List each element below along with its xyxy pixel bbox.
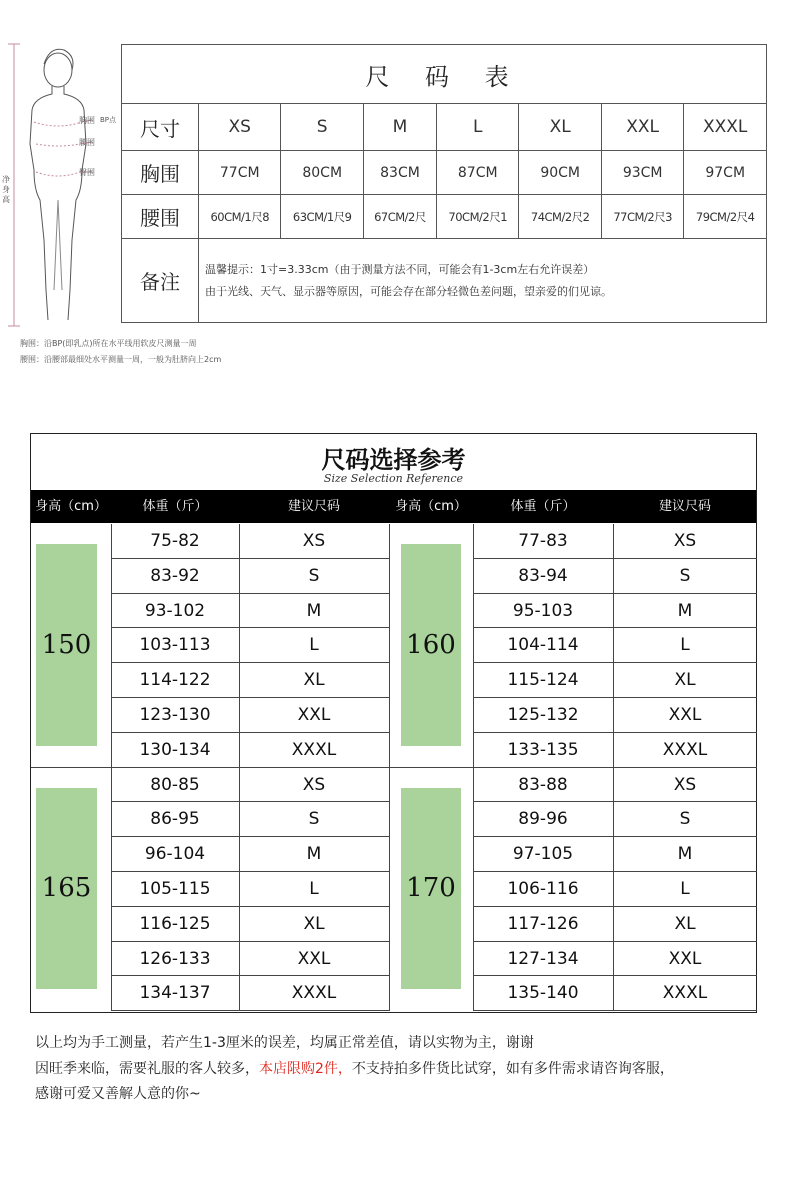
header-weight: 体重（斤） <box>142 499 208 514</box>
caption-waist: 腰围：沿腰部最细处水平测量一周，一般为肚脐向上2cm <box>20 355 222 364</box>
size-cell: M <box>239 837 389 872</box>
weight-cell: 103-113 <box>111 628 239 663</box>
weight-cell: 89-96 <box>473 802 613 837</box>
size-cell: XXL <box>601 104 683 151</box>
size-cell: S <box>239 802 389 837</box>
size-cell: L <box>239 872 389 907</box>
figure-label-hip: 臀围 <box>79 168 95 177</box>
weight-cell: 117-126 <box>473 907 613 942</box>
row-header-size: 尺寸 <box>122 104 199 151</box>
size-cell: S <box>613 559 757 594</box>
size-cell: XS <box>613 768 757 803</box>
header-size: 建议尺码 <box>658 499 711 514</box>
figure-label-waist: 腰围 <box>79 138 95 147</box>
size-cell: S <box>613 802 757 837</box>
waist-cell: 60CM/1尺8 <box>199 195 281 239</box>
size-cell: XS <box>239 768 389 803</box>
weight-cell: 77-83 <box>473 524 613 559</box>
weight-cell: 105-115 <box>111 872 239 907</box>
weight-cell: 96-104 <box>111 837 239 872</box>
selection-header-bar <box>31 490 756 523</box>
weight-cell: 134-137 <box>111 976 239 1011</box>
size-cell: M <box>363 104 436 151</box>
weight-cell: 95-103 <box>473 594 613 629</box>
bust-cell: 97CM <box>684 151 767 195</box>
height-block: 170 <box>401 788 461 990</box>
weight-cell: 97-105 <box>473 837 613 872</box>
height-block: 165 <box>36 788 97 990</box>
weight-cell: 130-134 <box>111 733 239 768</box>
bust-cell: 77CM <box>199 151 281 195</box>
row-header-waist: 腰围 <box>122 195 199 239</box>
grid-divider <box>473 524 474 1011</box>
note-line-1: 温馨提示：1寸=3.33cm（由于测量方法不同，可能会有1-3cm左右允许误差） <box>205 262 595 276</box>
size-cell: XL <box>613 907 757 942</box>
body-figure <box>0 40 122 330</box>
note-line-2: 由于光线、天气、显示器等原因，可能会存在部分轻微色差问题，望亲爱的们见谅。 <box>205 284 612 298</box>
size-cell: XXXL <box>239 733 389 768</box>
footer-line-1: 以上均为手工测量，若产生1-3厘米的误差，均属正常差值，请以实物为主，谢谢 <box>35 1035 534 1051</box>
size-cell: XXXL <box>613 976 757 1011</box>
size-cell: L <box>436 104 518 151</box>
header-height: 身高（cm） <box>35 499 107 514</box>
row-header-note: 备注 <box>122 239 199 323</box>
height-block: 160 <box>401 544 461 746</box>
size-cell: XS <box>613 524 757 559</box>
weight-cell: 135-140 <box>473 976 613 1011</box>
waist-cell: 79CM/2尺4 <box>684 195 767 239</box>
caption-bust: 胸围：沿BP(即乳点)所在水平线用软皮尺测量一周 <box>20 339 197 348</box>
waist-cell: 77CM/2尺3 <box>601 195 683 239</box>
size-chart-table <box>121 44 767 323</box>
size-cell: XXL <box>239 942 389 977</box>
size-cell: XXXL <box>613 733 757 768</box>
header-height: 身高（cm） <box>395 499 467 514</box>
bust-cell: 90CM <box>519 151 601 195</box>
footer-line-2b: 不支持拍多件货比试穿，如有多件需求请咨询客服， <box>351 1061 674 1077</box>
size-cell: S <box>239 559 389 594</box>
size-cell: XXL <box>239 698 389 733</box>
weight-cell: 123-130 <box>111 698 239 733</box>
size-cell: XS <box>199 104 281 151</box>
weight-cell: 116-125 <box>111 907 239 942</box>
weight-cell: 106-116 <box>473 872 613 907</box>
body-silhouette-icon <box>0 40 122 330</box>
bust-cell: 93CM <box>601 151 683 195</box>
size-cell: L <box>239 628 389 663</box>
weight-cell: 83-88 <box>473 768 613 803</box>
size-cell: M <box>613 594 757 629</box>
size-cell: XL <box>613 663 757 698</box>
weight-cell: 133-135 <box>473 733 613 768</box>
size-cell: L <box>613 872 757 907</box>
weight-cell: 83-94 <box>473 559 613 594</box>
size-cell: XL <box>519 104 601 151</box>
weight-cell: 75-82 <box>111 524 239 559</box>
grid-divider <box>239 524 240 1011</box>
grid-divider <box>389 524 390 1011</box>
weight-cell: 126-133 <box>111 942 239 977</box>
weight-cell: 115-124 <box>473 663 613 698</box>
bust-cell: 87CM <box>436 151 518 195</box>
weight-cell: 80-85 <box>111 768 239 803</box>
selection-subtitle: Size Selection Reference <box>323 472 464 485</box>
size-chart-title: 尺 码 表 <box>122 45 767 104</box>
size-selection-panel <box>30 433 757 1013</box>
size-cell: XS <box>239 524 389 559</box>
weight-cell: 104-114 <box>473 628 613 663</box>
waist-cell: 74CM/2尺2 <box>519 195 601 239</box>
figure-label-height: 净身高 <box>2 175 10 204</box>
footer-limit-notice: 本店限购2件， <box>259 1061 352 1077</box>
weight-cell: 86-95 <box>111 802 239 837</box>
figure-label-bust: 胸围 <box>79 116 95 125</box>
figure-label-bp: BP点 <box>100 116 117 124</box>
waist-cell: 63CM/1尺9 <box>281 195 363 239</box>
grid-divider <box>613 524 614 1011</box>
footer-line-3: 感谢可爱又善解人意的你~ <box>35 1086 201 1102</box>
size-cell: XXXL <box>684 104 767 151</box>
size-cell: L <box>613 628 757 663</box>
weight-cell: 83-92 <box>111 559 239 594</box>
selection-title: 尺码选择参考 <box>321 446 466 474</box>
size-cell: M <box>239 594 389 629</box>
block-divider <box>31 767 757 768</box>
size-cell: M <box>613 837 757 872</box>
header-size: 建议尺码 <box>287 499 340 514</box>
header-weight: 体重（斤） <box>510 499 576 514</box>
size-cell: S <box>281 104 363 151</box>
height-block: 150 <box>36 544 97 746</box>
grid-divider <box>111 524 112 1011</box>
weight-cell: 125-132 <box>473 698 613 733</box>
size-cell: XXL <box>613 942 757 977</box>
weight-cell: 114-122 <box>111 663 239 698</box>
waist-cell: 70CM/2尺1 <box>436 195 518 239</box>
weight-cell: 93-102 <box>111 594 239 629</box>
size-cell: XXL <box>613 698 757 733</box>
row-header-bust: 胸围 <box>122 151 199 195</box>
footer-line-2 <box>35 1058 674 1078</box>
bust-cell: 80CM <box>281 151 363 195</box>
weight-cell: 127-134 <box>473 942 613 977</box>
size-cell: XL <box>239 907 389 942</box>
size-cell: XL <box>239 663 389 698</box>
footer-line-2a: 因旺季来临，需要礼服的客人较多， <box>35 1061 259 1077</box>
waist-cell: 67CM/2尺 <box>363 195 436 239</box>
bust-cell: 83CM <box>363 151 436 195</box>
note-cell <box>199 239 767 323</box>
size-cell: XXXL <box>239 976 389 1011</box>
